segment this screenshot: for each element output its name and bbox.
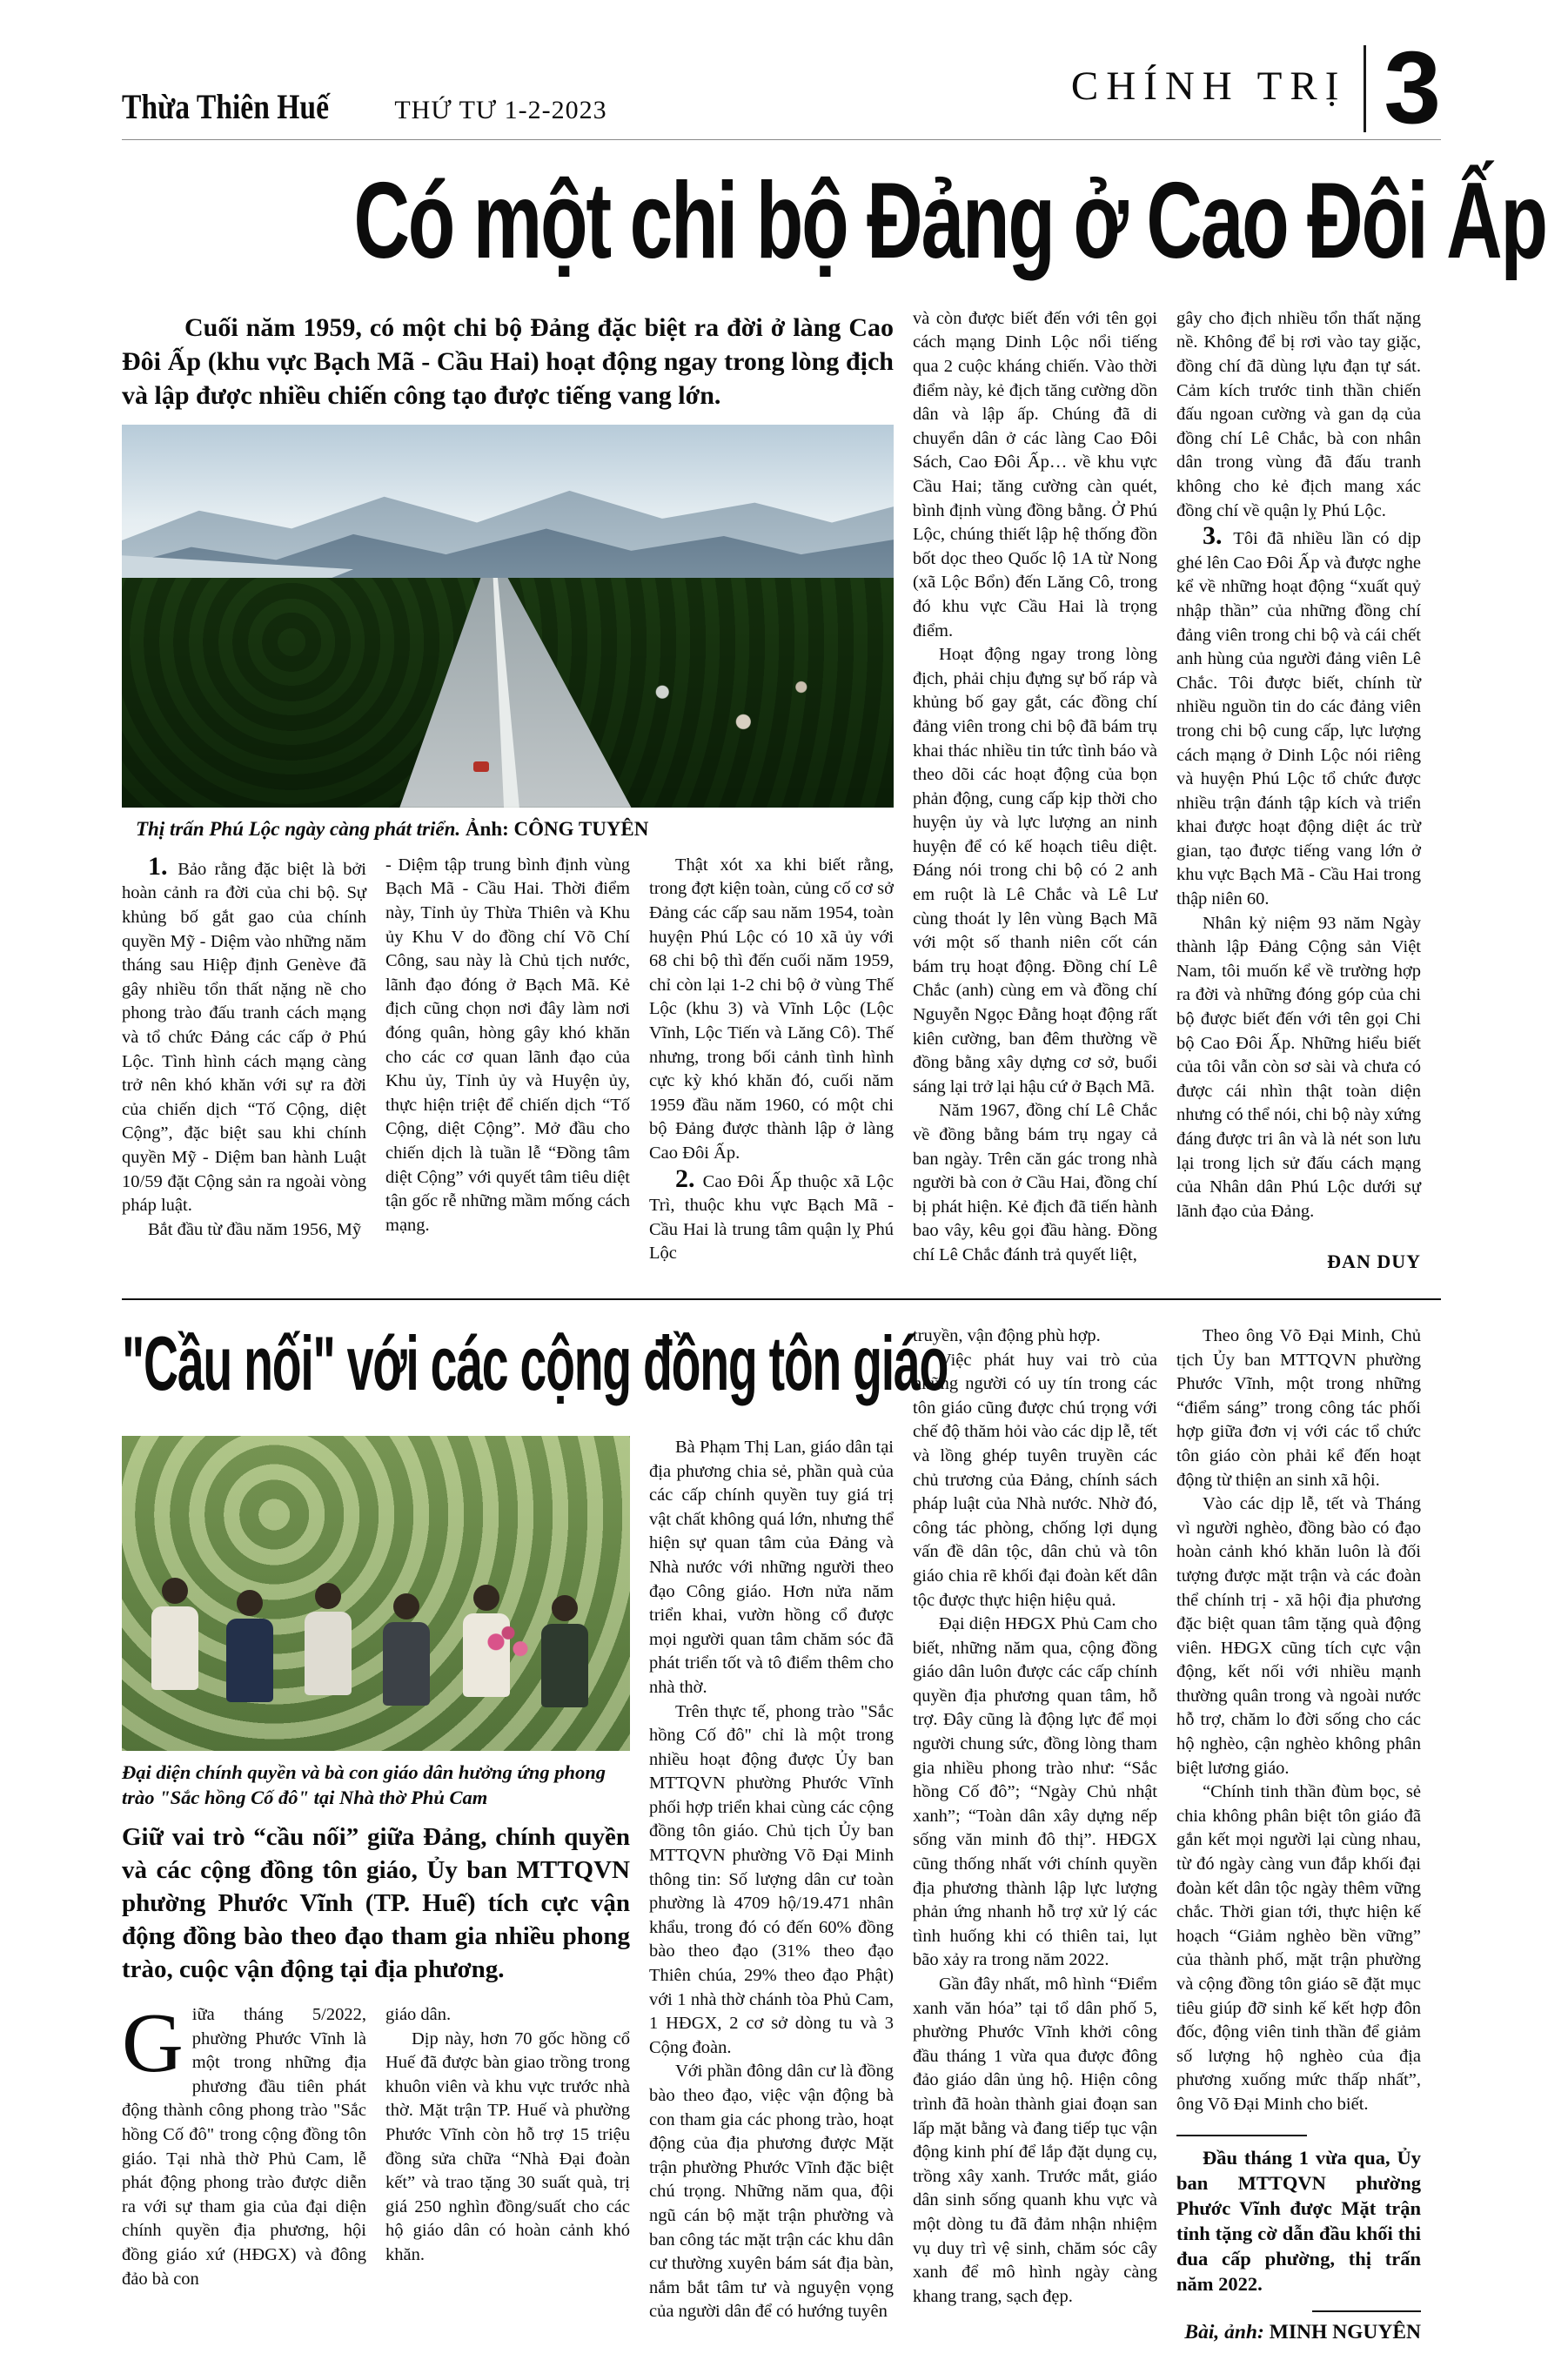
- article1-column-5: [1176, 307, 1421, 1274]
- masthead-group: [122, 86, 607, 134]
- photo-person-1: [151, 1578, 198, 1690]
- photo-red-car: [473, 761, 489, 772]
- section-group: [1070, 30, 1441, 145]
- section-number: 2.: [675, 1163, 703, 1193]
- article2-photo-zone: [122, 1436, 630, 2324]
- article2-left-zone: [122, 1319, 948, 2344]
- article2-column-5-text: Theo ông Võ Đại Minh, Chủ tịch Ủy ban MTTQVN phường Phước Vĩnh, một trong những “điểm sáng” trong công tác phối hợp giữa đơn vị với các tổ chức tôn giáo còn phải kể đến hoạt động từ thiện an sinh xã hội. Vào các dịp lễ, tết và Tháng vì người nghèo, đồng bào có đạo hoàn cảnh khó khăn luôn là đối tượng được mặt trận và các đoàn thể chính trị - xã hội địa phương đặc biệt quan tâm tặng quà động viên. HĐGX cũng tích cực vận động, kết nối với nhiều mạnh thường quân trong và ngoài nước hỗ trợ, chăm lo đời sống cho các hộ nghèo, cận nghèo không phân biệt lương giáo. “Chính tinh thần đùm bọc, sẻ chia không phân biệt tôn giáo đã gắn kết mọi người lại cùng nhau, từ đó ngày càng vun đắp khối đại đoàn kết dân tộc ngày thêm vững chắc. Thời gian tới, thực hiện kế hoạch “Giảm nghèo bền vững” của thành phố, mặt trận phường và cộng đồng tôn giáo sẽ đặt mục tiêu giúp đỡ sinh kế kết hợp đôn đốc, động viên tinh thần để giảm số lượng hộ nghèo của địa phương xuống mức thấp nhất”, ông Võ Đại Minh cho biết.: [1176, 1325, 1421, 2114]
- section-number: 1.: [148, 851, 178, 881]
- photo-phu-loc-town: [122, 425, 894, 808]
- article2-note-text: Đầu tháng 1 vừa qua, Ủy ban MTTQVN phường Phước Vĩnh được Mặt trận tỉnh tặng cờ dẫn đầu khối thi đua cấp phường, thị trấn năm 2022.: [1176, 2146, 1421, 2295]
- caption-text: Thị trấn Phú Lộc ngày càng phát triển.: [136, 817, 466, 840]
- section-title: CHÍNH TRỊ: [1070, 63, 1347, 109]
- note-top-rule: [1176, 2135, 1307, 2136]
- article-1: [122, 160, 1546, 1274]
- page-number: 3: [1384, 30, 1441, 145]
- article1-headline: Có một chi bộ Đảng ở Cao Đôi Ấp: [353, 160, 1546, 281]
- article1-column-1: 1. Bảo rằng đặc biệt là bởi hoàn cảnh ra đời của chi bộ. Sự khủng bố gắt gao của chính quyền Mỹ - Diệm vào những năm tháng sau Hiệp định Genève đã gây nhiều tổn thất nặng nề cho phong trào đấu tranh cách mạng và tổ chức Đảng các cấp ở Phú Lộc. Tình hình cách mạng càng trở nên khó khăn với sự ra đời của chiến dịch “Tố Cộng, diệt Cộng”, đặc biệt sau khi chính quyền Mỹ - Diệm ban hành Luật 10/59 đặt Cộng sản ra ngoài vòng pháp luật. Bắt đầu từ đầu năm 1956, Mỹ: [122, 851, 367, 1239]
- article2-lower-columns: [122, 1995, 630, 2291]
- article2-byline: [1176, 2321, 1421, 2345]
- article1-byline: ĐAN DUY: [1327, 1251, 1421, 1273]
- article2-headline: "Cầu nối" với các cộng đồng tôn giáo: [122, 1319, 948, 1406]
- article1-lower-columns: [122, 851, 895, 1266]
- photo-person-3: [305, 1583, 352, 1695]
- article2-column-2: giáo dân. Dịp này, hơn 70 gốc hồng cổ Huế đã được bàn giao trồng trong khuôn viên và khu vực trước nhà thờ. Mặt trận TP. Huế và phường Phước Vĩnh còn hỗ trợ 15 triệu đồng sửa chữa “Nhà Đại đoàn kết” và trao tặng 30 suất quà, trị giá 250 nghìn đồng/suất cho các hộ giáo dân có hoàn cảnh khó khăn.: [385, 2004, 630, 2264]
- article1-left-zone: [122, 307, 894, 1274]
- article1-column-5-text: gây cho địch nhiều tổn thất nặng nề. Không để bị rơi vào tay giặc, đồng chí đã dùng lựu đạn tự sát. Cảm kích trước tinh thần chiến đấu ngoan cường và gan dạ của đồng chí Lê Chắc, bà con nhân dân trong vùng đã đấu tranh không cho kẻ địch mang xác đồng chí về quận lỵ Phú Lộc. 3. Tôi đã nhiều lần có dịp ghé lên Cao Đôi Ấp và được nghe kể về những hoạt động “xuất quỷ nhập thần” của những đồng chí đảng viên trong chi bộ và cái chết anh hùng của người đảng viên Lê Chắc. Tôi được biết, chính từ nhiều nguồn tin do các đảng viên trong chi bộ cung cấp, lực lượng cách mạng ở Dinh Lộc nói riêng và huyện Phú Lộc tổ chức được nhiều trận đánh tập kích và triển khai được hoạt động diệt ác trừ gian, tạo được tiếng vang lớn ở khu vực Bạch Mã - Cầu Hai trong thập niên 60. Nhân kỷ niệm 93 năm Ngày thành lập Đảng Cộng sản Việt Nam, tôi muốn kể về trường hợp ra đời và những đóng góp của chi bộ được biết đến với tên gọi Chi bộ Cao Đôi Ấp. Những hiểu biết của tôi vẫn còn sơ sài và chưa có được cái nhìn thật toàn diện nhưng có thể nói, chi bộ này xứng đáng được tri ân và là nét son lưu lại trong lịch sử đấu cách mạng của Nhân dân Phú Lộc dưới sự lãnh đạo của Đảng.: [1176, 308, 1422, 1221]
- photo-rooftops: [616, 662, 848, 761]
- photo-person-6: [541, 1595, 588, 1707]
- article2-note: [1176, 2145, 1421, 2297]
- article1-column-3: Thật xót xa khi biết rằng, trong đợt kiện toàn, củng cố cơ sở Đảng các cấp sau năm 1954, toàn huyện Phú Lộc có 10 xã ủy với 68 chi bộ thì đến cuối năm 1959, chỉ còn lại 1-2 chi bộ ở vùng Thế Lộc (khu 3) và Vĩnh Lộc (Lộc Vĩnh, Lộc Tiến và Lăng Cô). Thế nhưng, trong bối cảnh tình hình cực kỳ khó khăn đó, cuối năm 1959 đầu năm 1960, có một chi bộ Đảng được thành lập ở làng Cao Đôi Ấp. 2. Cao Đôi Ấp thuộc xã Lộc Trì, thuộc khu vực Bạch Mã - Cầu Hai là trung tâm quận lỵ Phú Lộc: [649, 855, 895, 1264]
- note-bottom-rule: [1312, 2310, 1421, 2312]
- masthead-title: Thừa Thiên Huế: [122, 86, 330, 126]
- article2-column-1: Giữa tháng 5/2022, phường Phước Vĩnh là một trong những địa phương đầu tiên phát động thành công phong trào "Sắc hồng Cố đô" trong cộng đồng tôn giáo. Tại nhà thờ Phủ Cam, lễ phát động phong trào được diễn ra với sự tham gia của đại diện chính quyền địa phương, hội đồng giáo xứ (HĐGX) và đông đảo bà con: [122, 1995, 366, 2289]
- header-divider: [1364, 45, 1366, 132]
- article2-headline-wrap: [122, 1319, 948, 1422]
- drop-cap: G: [122, 1995, 184, 2090]
- article2-byline-label: Bài, ảnh:: [1184, 2320, 1270, 2344]
- article1-headline-wrap: [122, 160, 1546, 298]
- section-number: 3.: [1203, 521, 1234, 551]
- article1-right-zone: [913, 307, 1421, 1274]
- caption-credit: Ảnh: CÔNG TUYÊN: [465, 817, 649, 840]
- article2-intro: Giữ vai trò “cầu nối” giữa Đảng, chính quyền và các cộng đồng tôn giáo, Ủy ban MTTQVN phường Phước Vĩnh (TP. Huế) tích cực vận động đồng bào theo đạo tham gia nhiều phong trào, cuộc vận động tại địa phương.: [122, 1822, 630, 1983]
- article-2: [122, 1319, 1441, 2344]
- article-separator: [122, 1298, 1441, 1300]
- article2-byline-name: MINH NGUYÊN: [1269, 2320, 1421, 2344]
- article1-column-4: và còn được biết đến với tên gọi cách mạng Dinh Lộc nổi tiếng qua 2 cuộc kháng chiến. Vào thời điểm này, kẻ địch tăng cường dồn dân và lập ấp. Chúng đã di chuyển dân ở các làng Cao Đôi Sách, Cao Đôi Ấp… về khu vực Cầu Hai; tăng cường càn quét, bình định vùng đồng bằng. Ở Phú Lộc, chúng thiết lập hệ thống đồn bốt dọc theo Quốc lộ 1A từ Nong (xã Lộc Bổn) đến Lăng Cô, trong đó khu vực Cầu Hai là trọng điểm. Hoạt động ngay trong lòng địch, phải chịu đựng sự bố ráp và khủng bố gay gắt, các đồng chí đảng viên trong chi bộ đã bám trụ khai thác nhiều tin tức tình báo và theo dõi các hoạt động của bọn phản động, cung cấp kịp thời cho huyện ủy và lực lượng an ninh huyện để có kế hoạch tiêu diệt. Đáng nói trong chi bộ có 2 anh em ruột là Lê Chắc và Lê Lư cùng thoát ly lên vùng Bạch Mã với một số thanh niên cốt cán bám trụ hoạt động. Đồng chí Lê Chắc (anh) cùng em và đồng chí Nguyễn Ngọc Đằng hoạt động rất kiên cường, ban đêm thường về đồng bằng xây dựng cơ sở, buổi sáng lại trở lại hậu cứ ở Bạch Mã. Năm 1967, đồng chí Lê Chắc về đồng bằng bám trụ ngay cả ban ngày. Trên căn gác trong nhà người bà con ở Cầu Hai, đồng chí bị phát hiện. Kẻ địch đã tiến hành bao vây, kêu gọi đầu hàng. Đồng chí Lê Chắc đánh trả quyết liệt,: [913, 308, 1157, 1264]
- article1-column-2: - Diệm tập trung bình định vùng Bạch Mã - Cầu Hai. Thời điểm này, Tỉnh ủy Thừa Thiên và Khu ủy Khu V do đồng chí Võ Chí Công, sau này là Chủ tịch nước, lãnh đạo đóng ở Bạch Mã. Kẻ địch cũng chọn nơi đây làm nơi đóng quân, hòng gây khó khăn cho các cơ quan lãnh đạo của Khu ủy, Tỉnh ủy và Huyện ủy, thực hiện triệt để chiến dịch “Tố Cộng, diệt Cộng”. Mở đầu cho chiến dịch là tuần lễ “Đồng tâm diệt Cộng” với quyết tâm tiêu diệt tận gốc rễ những mầm mống cách mạng.: [385, 855, 630, 1235]
- photo-rose-cluster: [478, 1624, 539, 1669]
- article2-photo-caption: Đại diện chính quyền và bà con giáo dân hưởng ứng phong trào "Sắc hồng Cố đô" tại Nhà thờ Phủ Cam: [122, 1760, 606, 1808]
- article1-photo-caption: [122, 816, 894, 842]
- article2-left-body: [122, 1436, 894, 2324]
- photo-person-4: [383, 1593, 430, 1706]
- page-header: [122, 30, 1441, 145]
- article1-lead: Cuối năm 1959, có một chi bộ Đảng đặc biệt ra đời ở làng Cao Đôi Ấp (khu vực Bạch Mã - Cầu Hai) hoạt động ngay trong lòng địch và lập được nhiều chiến công tạo được tiếng vang lớn.: [122, 312, 894, 410]
- photo-person-2: [226, 1590, 273, 1702]
- article1-body: [122, 307, 1441, 1274]
- issue-date: THỨ TƯ 1-2-2023: [394, 95, 607, 124]
- article2-column-4: truyền, vận động phù hợp. Việc phát huy vai trò của những người có uy tín trong các tôn giáo cũng được chú trọng với chế độ thăm hỏi vào các dịp lễ, tết và lồng ghép tuyên truyền các chủ trương của Đảng, chính sách pháp luật của Nhà nước. Nhờ đó, công tác phòng, chống lợi dụng vấn đề dân tộc, dân chủ và tôn giáo chia rẽ khối đại đoàn kết dân tộc được thực hiện hiệu quả. Đại diện HĐGX Phủ Cam cho biết, những năm qua, cộng đồng giáo dân luôn được các cấp chính quyền địa phương quan tâm, hỗ trợ. Đây cũng là động lực để mọi người chung sức, đồng lòng tham gia nhiều phong trào như: “Sắc hồng Cố đô”; “Ngày Chủ nhật xanh”; “Toàn dân xây dựng nếp sống văn minh đô thị”. HĐGX cũng thống nhất với chính quyền địa phương thành lập lực lượng phản ứng nhanh hỗ trợ xử lý các tình huống khi có thiên tai, lụt bão xảy ra trong năm 2022. Gần đây nhất, mô hình “Điểm xanh văn hóa” tại tổ dân phố 5, phường Phước Vĩnh khởi công đầu tháng 1 vừa qua được đông đảo giáo dân ủng hộ. Hiện công trình đã hoàn thành giai đoạn san lấp mặt bằng và đang tiếp tục vận động kinh phí để lắp đặt dụng cụ, trồng xây xanh. Trước mắt, giáo dân sinh sống quanh khu vực và một dòng tu đã đảm nhận nhiệm vụ duy trì vệ sinh, chăm sóc cây xanh để mô hình ngày càng khang trang, sạch đẹp.: [913, 1325, 1157, 2306]
- article2-column-5: [1176, 1324, 1421, 2344]
- photo-phu-cam-planting: [122, 1436, 630, 1751]
- article2-right-zone: [913, 1319, 1421, 2344]
- article2-column-3: Bà Phạm Thị Lan, giáo dân tại địa phương chia sẻ, phần quà của các cấp chính quyền tuy giá trị vật chất không quá lớn, nhưng thể hiện sự quan tâm của Đảng và Nhà nước với những người theo đạo Công giáo. Hơn nửa năm triển khai, vườn hồng cổ được mọi người quan tâm chăm sóc đã phát triển tốt và tô điểm thêm cho nhà thờ. Trên thực tế, phong trào "Sắc hồng Cố đô" chỉ là một trong nhiều hoạt động được Ủy ban MTTQVN phường Phước Vĩnh phối hợp triển khai cùng các cộng đồng tôn giáo. Chủ tịch Ủy ban MTTQVN phường Võ Đại Minh thông tin: Số lượng dân cư toàn phường là 4709 hộ/19.471 nhân khẩu, trong đó có đến 60% đồng bào theo đạo (31% theo đạo Thiên chúa, 29% theo đạo Phật) với 1 nhà thờ chánh tòa Phủ Cam, 1 HĐGX, 2 cơ sở dòng tu và 3 Cộng đoàn. Với phần đông dân cư là đồng bào theo đạo, việc vận động bà con tham gia các phong trào, hoạt động của địa phương được Mặt trận phường Phước Vĩnh đặc biệt chú trọng. Những năm qua, đội ngũ cán bộ mặt trận phường và ban công tác mặt trận các khu dân cư thường xuyên bám sát địa bàn, nắm bắt tâm tư và nguyện vọng của người dân để có hướng tuyên: [649, 1437, 894, 2322]
